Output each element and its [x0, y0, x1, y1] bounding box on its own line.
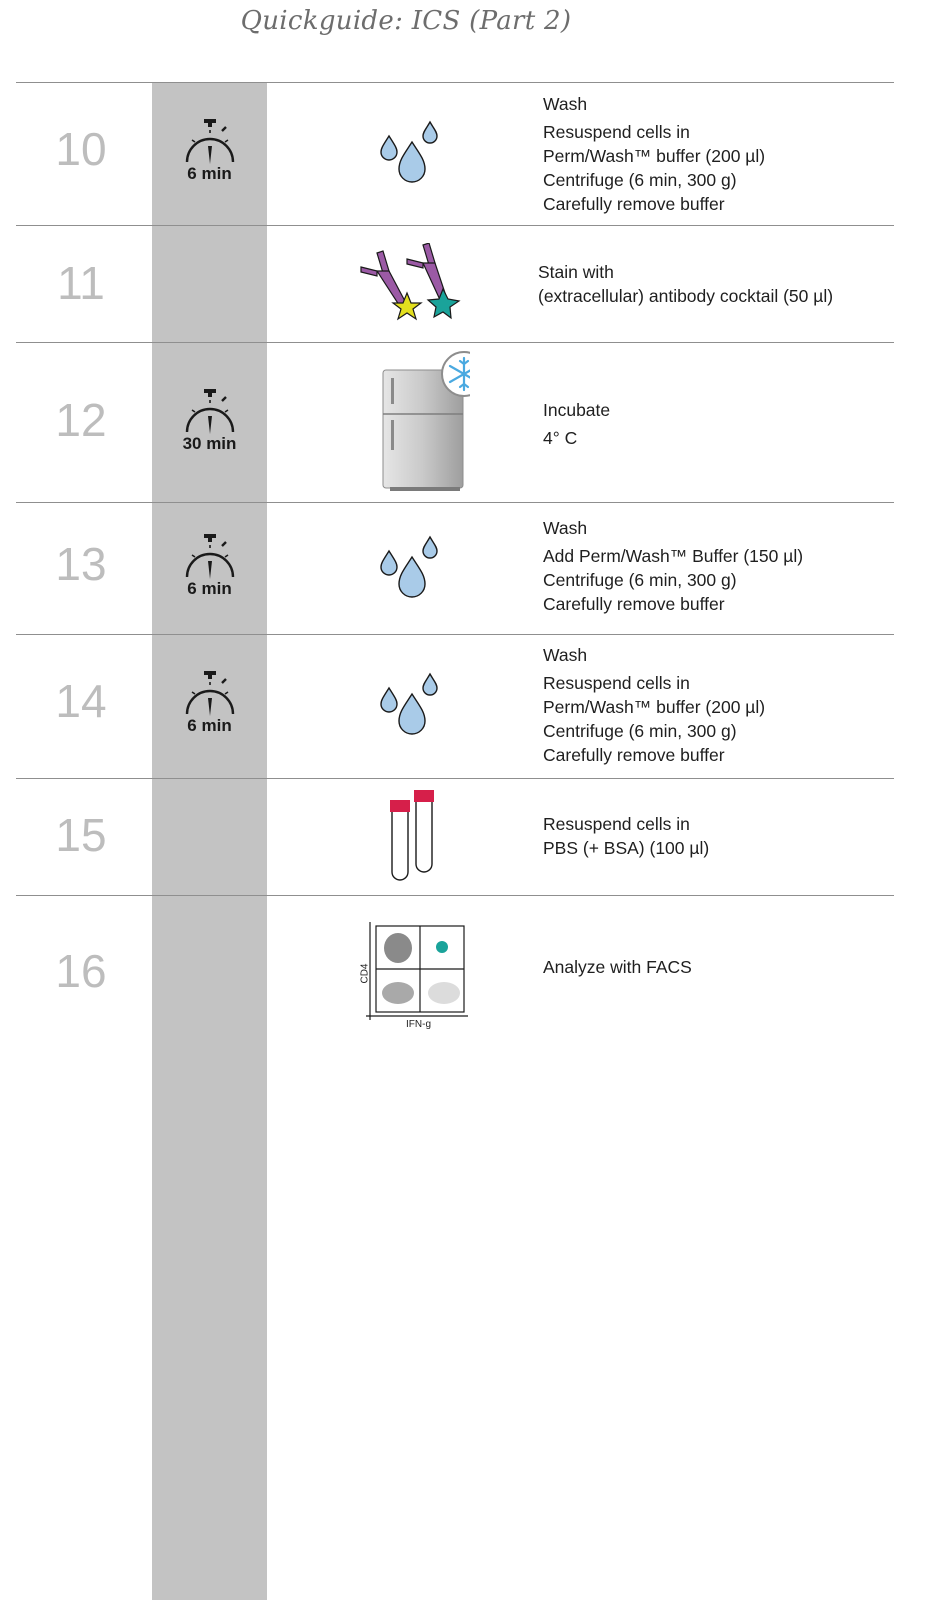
- timer-label: 6 min: [187, 164, 232, 183]
- step-instructions: [543, 92, 765, 216]
- instruction-line: Analyze with FACS: [543, 957, 692, 977]
- instruction-line: Perm/Wash™ buffer (200 µl): [543, 146, 766, 166]
- instruction-line: Centrifuge (6 min, 300 g): [543, 721, 737, 741]
- instruction-line: Carefully remove buffer: [543, 745, 725, 765]
- refrigerator-icon: [350, 350, 470, 495]
- timer: [152, 388, 267, 454]
- step-instructions: [538, 260, 833, 308]
- step-number: 12: [55, 394, 107, 446]
- step-instructions: [543, 398, 610, 450]
- timer: [152, 118, 267, 184]
- instruction-line: Stain with: [538, 262, 614, 282]
- stopwatch-icon: [182, 670, 238, 718]
- timer: [152, 670, 267, 736]
- row-divider: [16, 778, 894, 779]
- step-instructions: [543, 516, 803, 616]
- instruction-line: Carefully remove buffer: [543, 194, 725, 214]
- step-instructions: [543, 812, 709, 860]
- row-divider: [16, 634, 894, 635]
- step-number: 13: [55, 538, 107, 590]
- step-instructions: [543, 955, 692, 979]
- facs-plot: [350, 920, 470, 1030]
- row-divider: [16, 82, 894, 83]
- stopwatch-icon: [182, 533, 238, 581]
- instruction-line: Centrifuge (6 min, 300 g): [543, 170, 737, 190]
- row-divider: [16, 342, 894, 343]
- water-drops-icon: [379, 535, 441, 603]
- fluorescent-antibodies-icon: [355, 243, 465, 325]
- instruction-line: Wash: [543, 645, 588, 665]
- timer-label: 6 min: [187, 716, 232, 735]
- instruction-line: PBS (+ BSA) (100 µl): [543, 838, 710, 858]
- step-number: 15: [55, 809, 107, 861]
- step-number: 14: [55, 675, 107, 727]
- step-number: 11: [57, 257, 105, 309]
- row-divider: [16, 502, 894, 503]
- instruction-line: Perm/Wash™ buffer (200 µl): [543, 697, 766, 717]
- timer-column: [152, 82, 267, 1600]
- instruction-line: 4° C: [543, 428, 578, 448]
- instruction-line: Resuspend cells in: [543, 814, 690, 834]
- water-drops-icon: [379, 120, 441, 188]
- step-instructions: [543, 643, 765, 767]
- x-axis-label: IFN-g: [406, 1019, 431, 1030]
- instruction-line: Resuspend cells in: [543, 122, 690, 142]
- stopwatch-icon: [182, 118, 238, 166]
- timer-label: 30 min: [182, 434, 237, 453]
- timer: [152, 533, 267, 599]
- instruction-line: Centrifuge (6 min, 300 g): [543, 570, 737, 590]
- instruction-line: Resuspend cells in: [543, 673, 690, 693]
- instruction-line: Carefully remove buffer: [543, 594, 725, 614]
- water-drops-icon: [379, 672, 441, 740]
- row-divider: [16, 895, 894, 896]
- step-number: 16: [55, 945, 107, 997]
- instruction-line: (extracellular) antibody cocktail (50 µl): [538, 286, 834, 306]
- instruction-line: Add Perm/Wash™ Buffer (150 µl): [543, 546, 804, 566]
- instruction-line: Wash: [543, 94, 588, 114]
- instruction-line: Wash: [543, 518, 588, 538]
- page-title: Quickguide: ICS (Part 2): [240, 6, 572, 36]
- test-tubes-icon: [380, 790, 440, 882]
- step-number: 10: [55, 123, 107, 175]
- row-divider: [16, 225, 894, 226]
- y-axis-label: CD4: [359, 963, 371, 984]
- instruction-line: Incubate: [543, 400, 611, 420]
- timer-label: 6 min: [187, 579, 232, 598]
- stopwatch-icon: [182, 388, 238, 436]
